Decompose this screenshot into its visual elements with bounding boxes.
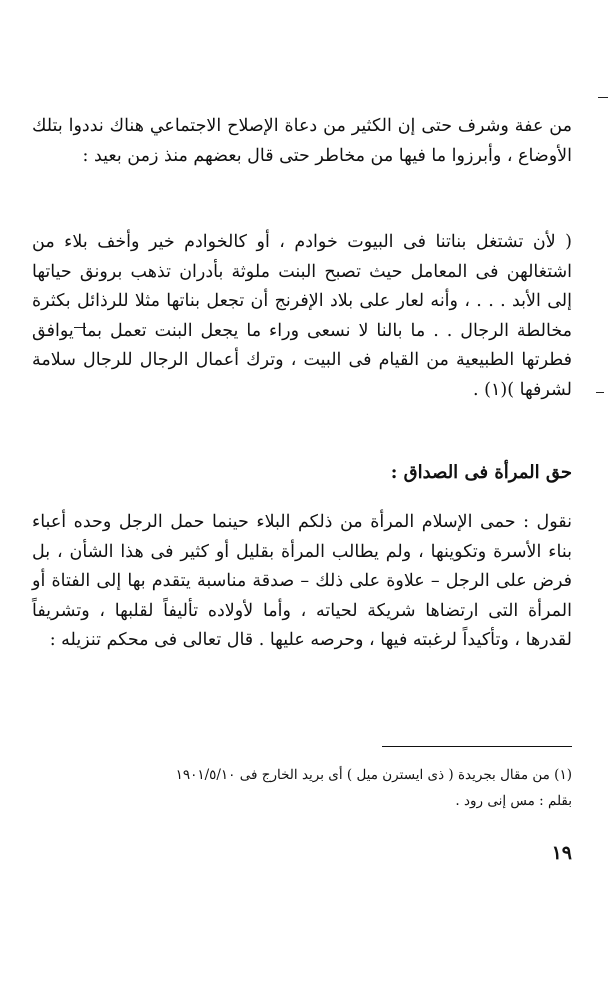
body-paragraph-1: من عفة وشرف حتى إن الكثير من دعاة الإصلاح الاجتماعي هناك نددوا بتلك الأوضاع ، وأبرزوا ما فيها من مخاطر حتى قال بعضهم منذ زمن بعيد : bbox=[32, 116, 572, 166]
section-heading: حق المرأة فى الصداق : bbox=[390, 462, 572, 483]
footnote-divider bbox=[382, 746, 572, 747]
footnote-line-2: بقلم : مس إنى رود . bbox=[455, 793, 572, 809]
page-edge-mark bbox=[596, 392, 604, 393]
quote-paragraph: ( لأن تشتغل بناتنا فى البيوت خوادم ، أو كالخوادم خير وأخف بلاء من اشتغالهن فى المعامل حيث تصبح البنت ملوثة بأدران تذهب برونق حياتها إلى الأبد . . . ، وأنه لعار على بلاد الإفرنج أن تجعل بناتها مثلا للرذائل بكثرة مخالطة الرجال . . ما بالنا لا نسعى وراء ما يجعل البنت تعمل بما يوافق فطرتها الطبيعية من القيام فى البيت ، وترك أعمال الرجال للرجال سلامة لشرفها )(١) . bbox=[32, 232, 572, 400]
footnote-line-1: (١) من مقال بجريدة ( ذى ايسترن ميل ) أى بريد الخارج فى ١٩٠١/٥/١٠ bbox=[175, 767, 572, 783]
footnote bbox=[32, 762, 572, 814]
body-paragraph-3: نقول : حمى الإسلام المرأة من ذلكم البلاء حينما حمل الرجل وحده أعباء بناء الأسرة وتكوينها ، ولم يطالب المرأة بقليل أو كثير فى هذا الشأن ، بل فرض على الرجل – علاوة على ذلك – صدقة مناسبة يتقدم بها إلى الفتاة أو المرأة التى ارتضاها شريكة لحياته ، وأما لأولاده تأليفاً لقلبها ، وتشريفاً لقدرها ، وتأكيداً لرغبته فيها ، وحرصه عليها . قال تعالى فى محكم تنزيله : bbox=[32, 512, 572, 650]
page-edge-mark bbox=[598, 97, 608, 98]
page-number: ١٩ bbox=[551, 842, 572, 864]
